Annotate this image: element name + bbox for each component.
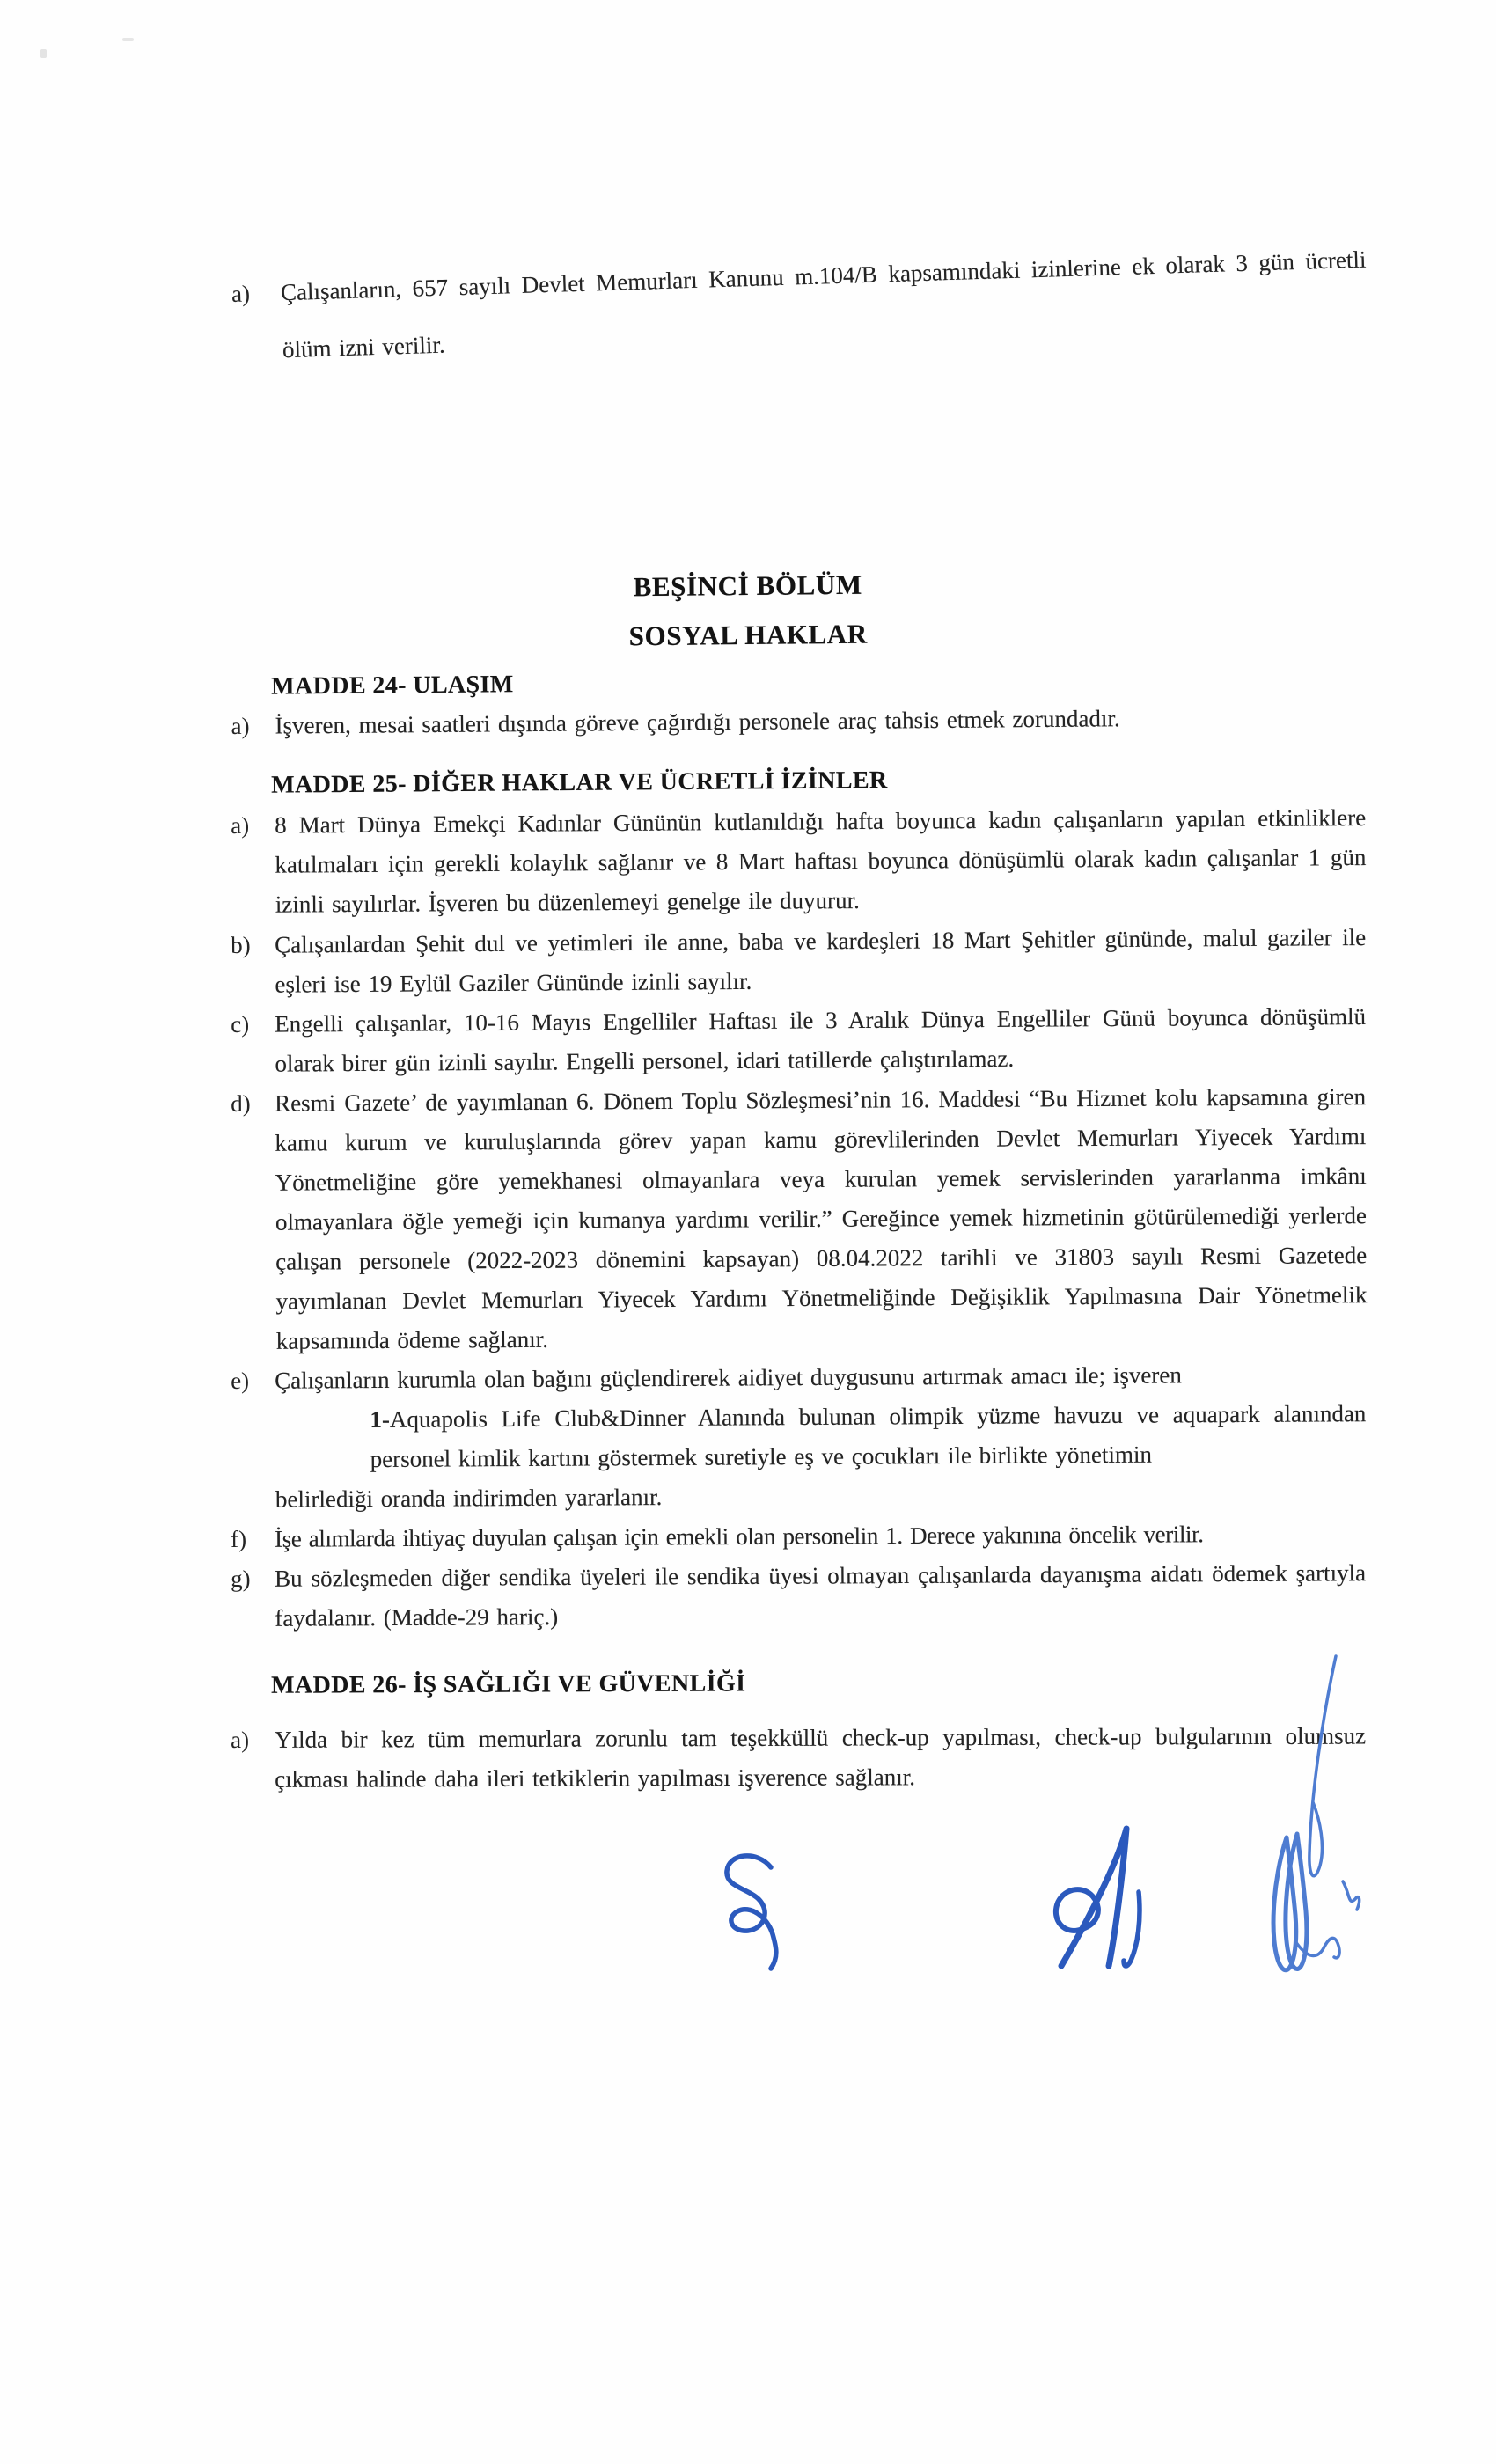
signature-stroke: [1309, 1656, 1336, 1876]
signature-middle: [1044, 1811, 1176, 1978]
article-item-e: [231, 1354, 1367, 1520]
scan-artifact: [40, 49, 47, 58]
item-text: 8 Mart Dünya Emekçi Kadınlar Gününün kutlanıldığı hafta boyunca kadın çalışanların yapılan etkinliklere katılmaları için gerekli kolaylık sağlanır ve 8 Mart haftası boyunca dönüşümlü olarak kadın çalışanlar 1 gün izinli sayılırlar. İşveren bu düzenlemeyi genelge ile duyurur.: [275, 803, 1367, 918]
article-25-heading-row: [231, 757, 1366, 805]
item-text: Çalışanlardan Şehit dul ve yetimleri ile anne, baba ve kardeşleri 18 Mart Şehitler gününde, malul gaziler ile eşleri ise 19 Eylül Gaziler Gününde izinli sayılır.: [275, 923, 1367, 998]
clause-item: [231, 231, 1368, 380]
item-text: [275, 1354, 1367, 1520]
item-label: a): [231, 280, 251, 307]
item-label: a): [231, 1726, 250, 1753]
chapter-subtitle: SOSYAL HAKLAR: [628, 618, 868, 652]
item-label: c): [231, 1010, 250, 1038]
signature-stroke: [1343, 1881, 1360, 1910]
item-text: Engelli çalışanlar, 10-16 Mayıs Engelliler Haftası ile 3 Aralık Dünya Engelliler Günü boyunca dönüşümlü olarak birer gün izinli sayılır. Engelli personel, idari tatillerde çalıştırılamaz.: [275, 1002, 1367, 1077]
article-heading: MADDE 26- İŞ SAĞLIĞI VE GÜVENLİĞİ: [271, 1669, 746, 1699]
item-label: a): [231, 811, 250, 839]
item-text: Yılda bir kez tüm memurlara zorunlu tam teşekküllü check-up yapılması, check-up bulgularının olumsuz çıkması halinde daha ileri tetkiklerin yapılması işverence sağlanır.: [275, 1722, 1367, 1793]
item-label: e): [231, 1367, 250, 1394]
sub-item-text: Aquapolis Life Club&Dinner Alanında bulunan olimpik yüzme havuzu ve aquapark alanından personel kimlik kartını göstermek suretiyle eş ve çocukları ile birlikte yönetimin: [370, 1400, 1367, 1473]
item-label: a): [231, 712, 250, 739]
article-item-b: [231, 918, 1367, 1005]
signature-right: [1257, 1651, 1371, 1994]
sub-item: [370, 1394, 1367, 1479]
item-text: İşe alımlarda ihtiyaç duyulan çalışan için emekli olan personelin 1. Derece yakınına öncelik verilir.: [275, 1521, 1204, 1552]
signature-stroke: [1295, 1938, 1339, 1958]
article-item-c: [231, 997, 1367, 1084]
signature-stroke: [727, 1856, 776, 1969]
item-label: f): [231, 1525, 247, 1552]
article-heading: MADDE 25- DİĞER HAKLAR VE ÜCRETLİ İZİNLER: [271, 766, 888, 799]
scan-artifact: [122, 38, 134, 41]
article-item-d: [231, 1077, 1368, 1361]
item-text-intro: Çalışanların kurumla olan bağını güçlendirerek aidiyet duygusunu artırmak amacı ile; işveren: [275, 1361, 1182, 1394]
item-label: d): [231, 1089, 251, 1117]
article-26: [231, 1661, 1366, 1705]
item-text: Resmi Gazete’ de yayımlanan 6. Dönem Toplu Sözleşmesi’nin 16. Maddesi “Bu Hizmet kolu kapsamına giren kamu kurum ve kuruluşlarında görev yapan kamu görevlilerinden Devlet Memurları Yiyecek Yardımı Yönetmeliğine göre yemekhanesi olmayanlara veya kurulan yemek servislerinden yararlanma imkânı olmayanlara öğle yemeği için kumanya yardımı verilir.” Gereğince yemek hizmetinin götürülemediği yerlerde çalışan personele (2022-2023 dönemini kapsayan) 08.04.2022 tarihli ve 31803 sayılı Resmi Gazetede yayımlanan Devlet Memurları Yiyecek Yardımı Yönetmeliğinde Değişiklik Yapılmasına Dair Yönetmelik kapsamında ödeme sağlanır.: [275, 1083, 1368, 1354]
item-text: Çalışanların, 657 sayılı Devlet Memurları Kanunu m.104/B kapsamındaki izinlerine ek olarak 3 gün ücretli ölüm izni verilir.: [280, 246, 1367, 363]
sub-item-label: 1-: [370, 1405, 390, 1434]
chapter-title: BEŞİNCİ BÖLÜM: [633, 568, 862, 603]
item-text: İşveren, mesai saatleri dışında göreve çağırdığı personele araç tahsis etmek zorundadır.: [275, 705, 1120, 739]
signature-stroke: [1124, 1892, 1140, 1966]
item-label: b): [231, 931, 251, 958]
item-text-outro: belirlediği oranda indirimden yararlanır.: [275, 1484, 663, 1513]
article-item-a: [231, 798, 1367, 925]
article-item-f: [231, 1514, 1366, 1559]
article-heading: MADDE 24- ULAŞIM: [271, 671, 514, 700]
article-item-g: [231, 1553, 1366, 1639]
signature-left: [702, 1848, 803, 1971]
chapter-heading-group: [0, 554, 1496, 667]
article-item-a26: [231, 1716, 1366, 1800]
item-text: Bu sözleşmeden diğer sendika üyeleri ile sendika üyesi olmayan çalışanlarda dayanışma aidatı ödemek şartıyla faydalanır. (Madde-29 hariç.): [275, 1559, 1367, 1632]
item-label: g): [231, 1565, 251, 1592]
article-24: [231, 657, 1367, 746]
